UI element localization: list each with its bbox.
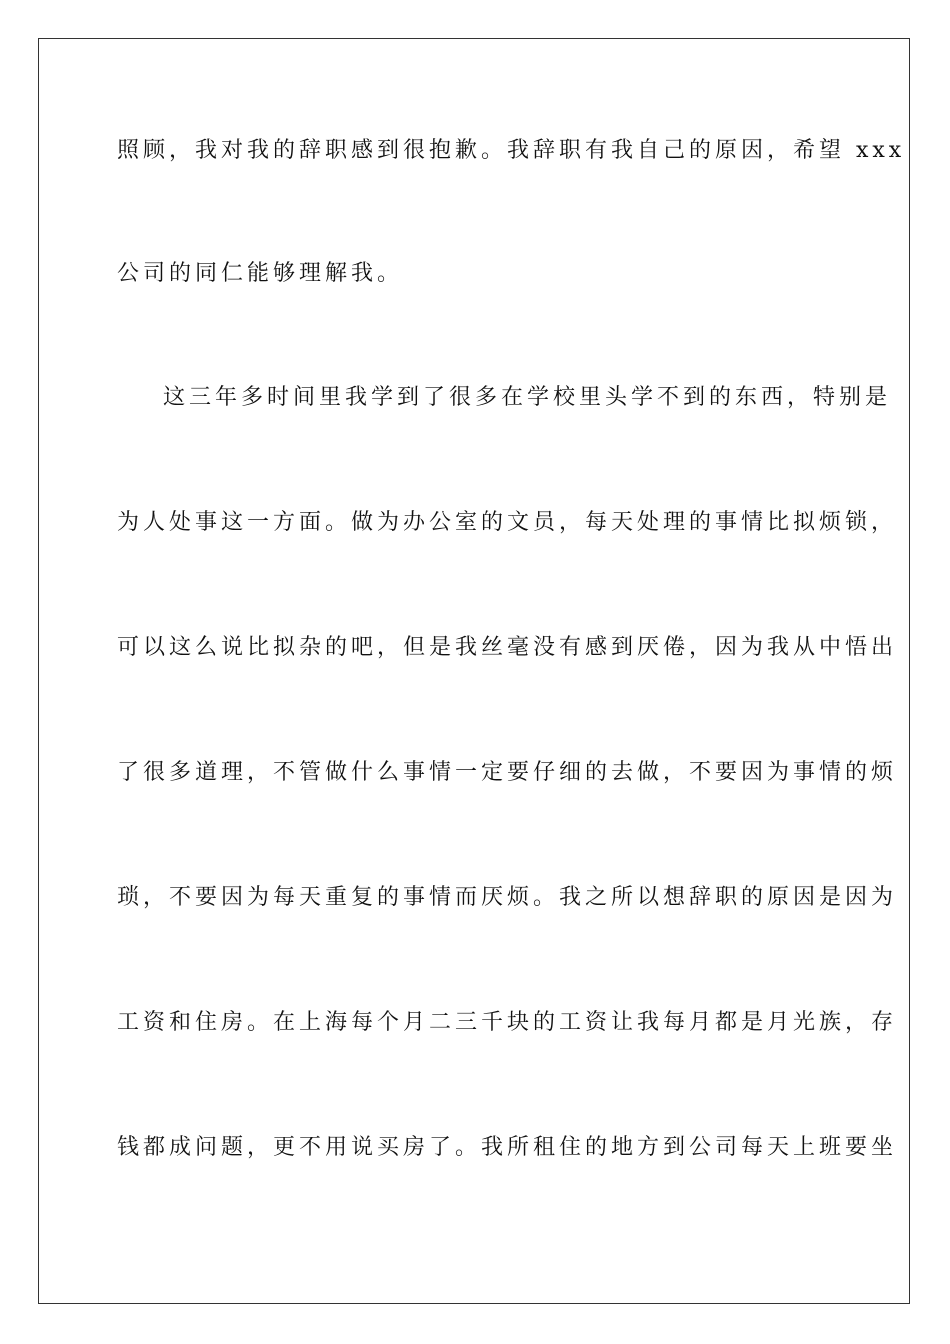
- text-line-5: 可以这么说比拟杂的吧，但是我丝毫没有感到厌倦，因为我从中悟出: [117, 635, 898, 660]
- text-line-4: 为人处事这一方面。做为办公室的文员，每天处理的事情比拟烦锁，: [117, 510, 898, 535]
- text-line-1: 照顾，我对我的辞职感到很抱歉。我辞职有我自己的原因，希望 xxx: [117, 138, 906, 163]
- text-line-2: 公司的同仁能够理解我。: [117, 261, 404, 286]
- page-border: [38, 38, 910, 1304]
- text-line-6: 了很多道理，不管做什么事情一定要仔细的去做，不要因为事情的烦: [117, 760, 898, 785]
- text-line-7: 琐，不要因为每天重复的事情而厌烦。我之所以想辞职的原因是因为: [117, 885, 898, 910]
- text-line-3: 这三年多时间里我学到了很多在学校里头学不到的东西，特别是: [163, 385, 892, 410]
- text-line-8: 工资和住房。在上海每个月二三千块的工资让我每月都是月光族，存: [117, 1010, 898, 1035]
- text-line-9: 钱都成问题，更不用说买房了。我所租住的地方到公司每天上班要坐: [117, 1135, 898, 1160]
